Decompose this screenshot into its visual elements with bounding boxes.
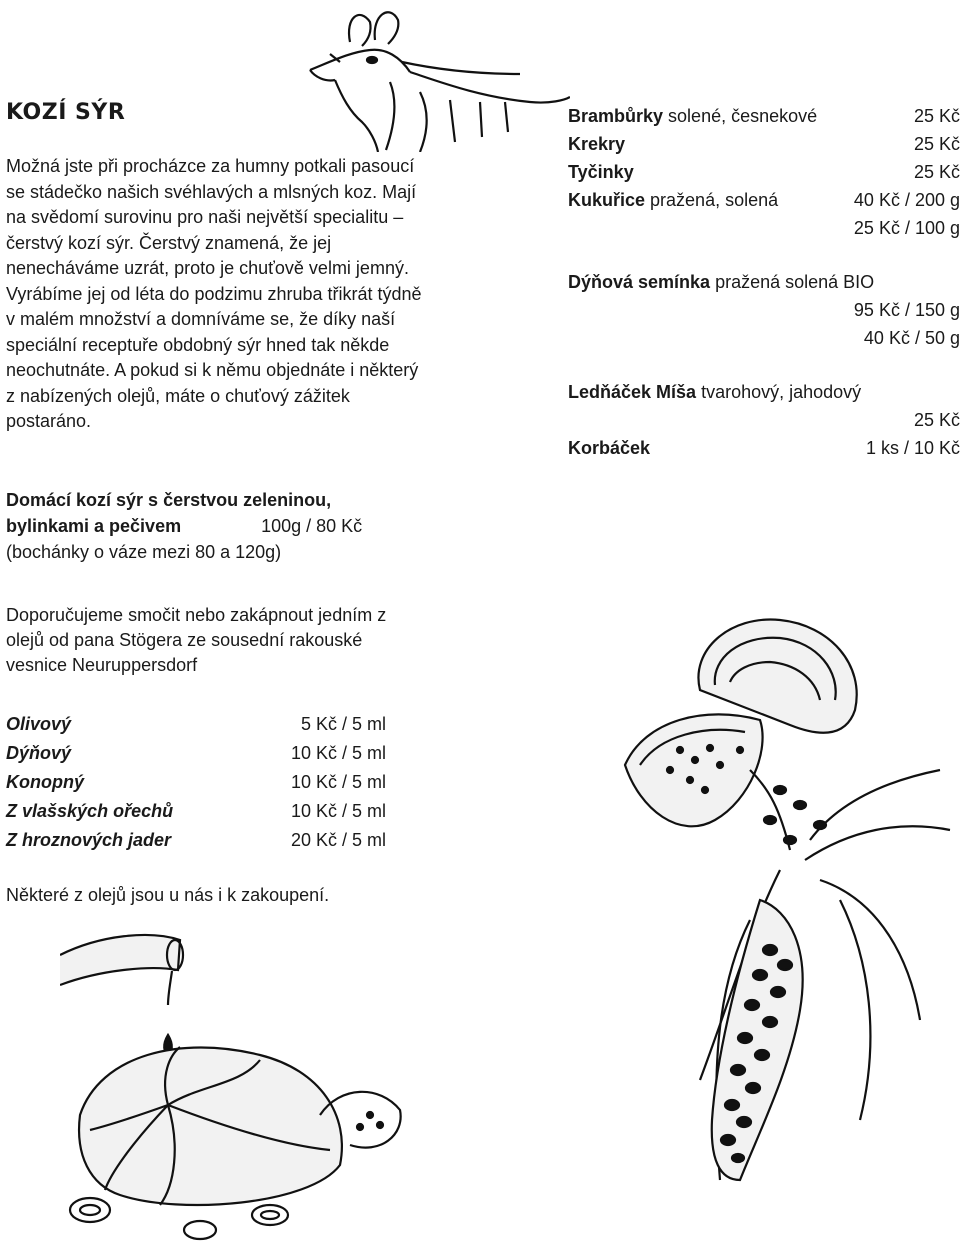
snack-name: Korbáček (568, 438, 651, 458)
snack-row-chips (568, 102, 960, 130)
oil-price: 20 Kč / 5 ml (290, 830, 386, 850)
snack-row-pumpkin-price2 (568, 324, 960, 352)
snack-row-pumpkin-seeds (568, 268, 960, 296)
dish-note: (bochánky o váze mezi 80 a 120g) (6, 542, 282, 562)
oil-recommendation: Doporučujeme smočit nebo zakápnout jedním z olejů od pana Stögera ze sousední rakouské vesnice Neuruppersdorf (6, 605, 387, 675)
oil-price: 10 Kč / 5 ml (290, 801, 386, 821)
cheese-oil-illustration (60, 915, 440, 1245)
snack-price: 95 Kč / 150 g (853, 300, 960, 320)
snack-price: 40 Kč / 50 g (863, 328, 960, 348)
snack-row-pumpkin-price1 (568, 296, 960, 324)
dish-name-continued: bylinkami a pečivem (6, 516, 182, 536)
snack-label (568, 102, 817, 130)
oil-row (6, 826, 386, 855)
snack-price: 25 Kč / 100 g (853, 218, 960, 238)
snack-row-sticks (568, 158, 960, 186)
oil-purchase-note: Některé z olejů jsou u nás i k zakoupení. (6, 885, 330, 905)
snack-name: Tyčinky (568, 162, 634, 182)
snack-row-misa-price (568, 406, 960, 434)
oil-name: Z vlašských ořechů (6, 801, 174, 821)
section-heading: KOZÍ SÝR (6, 100, 126, 125)
snack-menu (568, 102, 960, 462)
oil-name: Z hroznových jader (6, 830, 172, 850)
oil-name: Konopný (6, 772, 84, 792)
snack-desc: solené, česnekové (663, 106, 818, 126)
snack-desc: tvarohový, jahodový (696, 382, 862, 402)
oil-price: 5 Kč / 5 ml (300, 714, 386, 734)
snack-name: Brambůrky (568, 106, 664, 126)
snack-desc: pražená solená BIO (710, 272, 875, 292)
intro-paragraph: Možná jste při procházce za humny potkali pasoucí se stádečko našich svéhlavých a mlsných koz. Mají na svědomí surovinu pro naši největší specialitu – čerstvý kozí sýr. Čerstvý znamená, že jej nenecháváme uzrát, proto je chuťově velmi jemný. Vyrábíme jej od léta do podzimu zhruba třikrát týdně v malém množství a domníváme se, že díky naší speciální receptuře obdobný sýr hned tak někde neochutnáte. A pokud si k němu objednáte i některý z nabízených olejů, máte o chuťový zážitek postaráno. (6, 156, 422, 431)
oil-row (6, 797, 386, 826)
snack-price: 25 Kč (913, 410, 960, 430)
oil-name: Olivový (6, 714, 72, 734)
snack-label (568, 186, 778, 214)
snack-price: 25 Kč (913, 162, 960, 182)
oil-row (6, 768, 386, 797)
snack-label (568, 378, 861, 406)
snack-row-popcorn (568, 186, 960, 214)
snack-desc: pražená, solená (645, 190, 779, 210)
corn-illustration (640, 760, 960, 1200)
dish-price: 100g / 80 Kč (261, 516, 363, 536)
goat-illustration (290, 2, 570, 152)
oil-list (6, 710, 386, 855)
snack-price: 40 Kč / 200 g (853, 190, 960, 210)
dish-name: Domácí kozí sýr s čerstvou zeleninou, (6, 490, 332, 510)
snack-price: 25 Kč (913, 134, 960, 154)
oil-price: 10 Kč / 5 ml (290, 772, 386, 792)
snack-row-misa (568, 378, 960, 406)
snack-price: 25 Kč (913, 106, 960, 126)
snack-label (568, 268, 874, 296)
dish-block (6, 487, 426, 565)
snack-name: Dýňová semínka (568, 272, 711, 292)
snack-row-crackers (568, 130, 960, 158)
oil-row (6, 739, 386, 768)
snack-row-korbacek (568, 434, 960, 462)
oil-row (6, 710, 386, 739)
oil-price: 10 Kč / 5 ml (290, 743, 386, 763)
oil-name: Dýňový (6, 743, 72, 763)
snack-row-popcorn-alt (568, 214, 960, 242)
snack-name: Ledňáček Míša (568, 382, 697, 402)
snack-name: Kukuřice (568, 190, 646, 210)
snack-price: 1 ks / 10 Kč (865, 438, 960, 458)
snack-name: Krekry (568, 134, 626, 154)
